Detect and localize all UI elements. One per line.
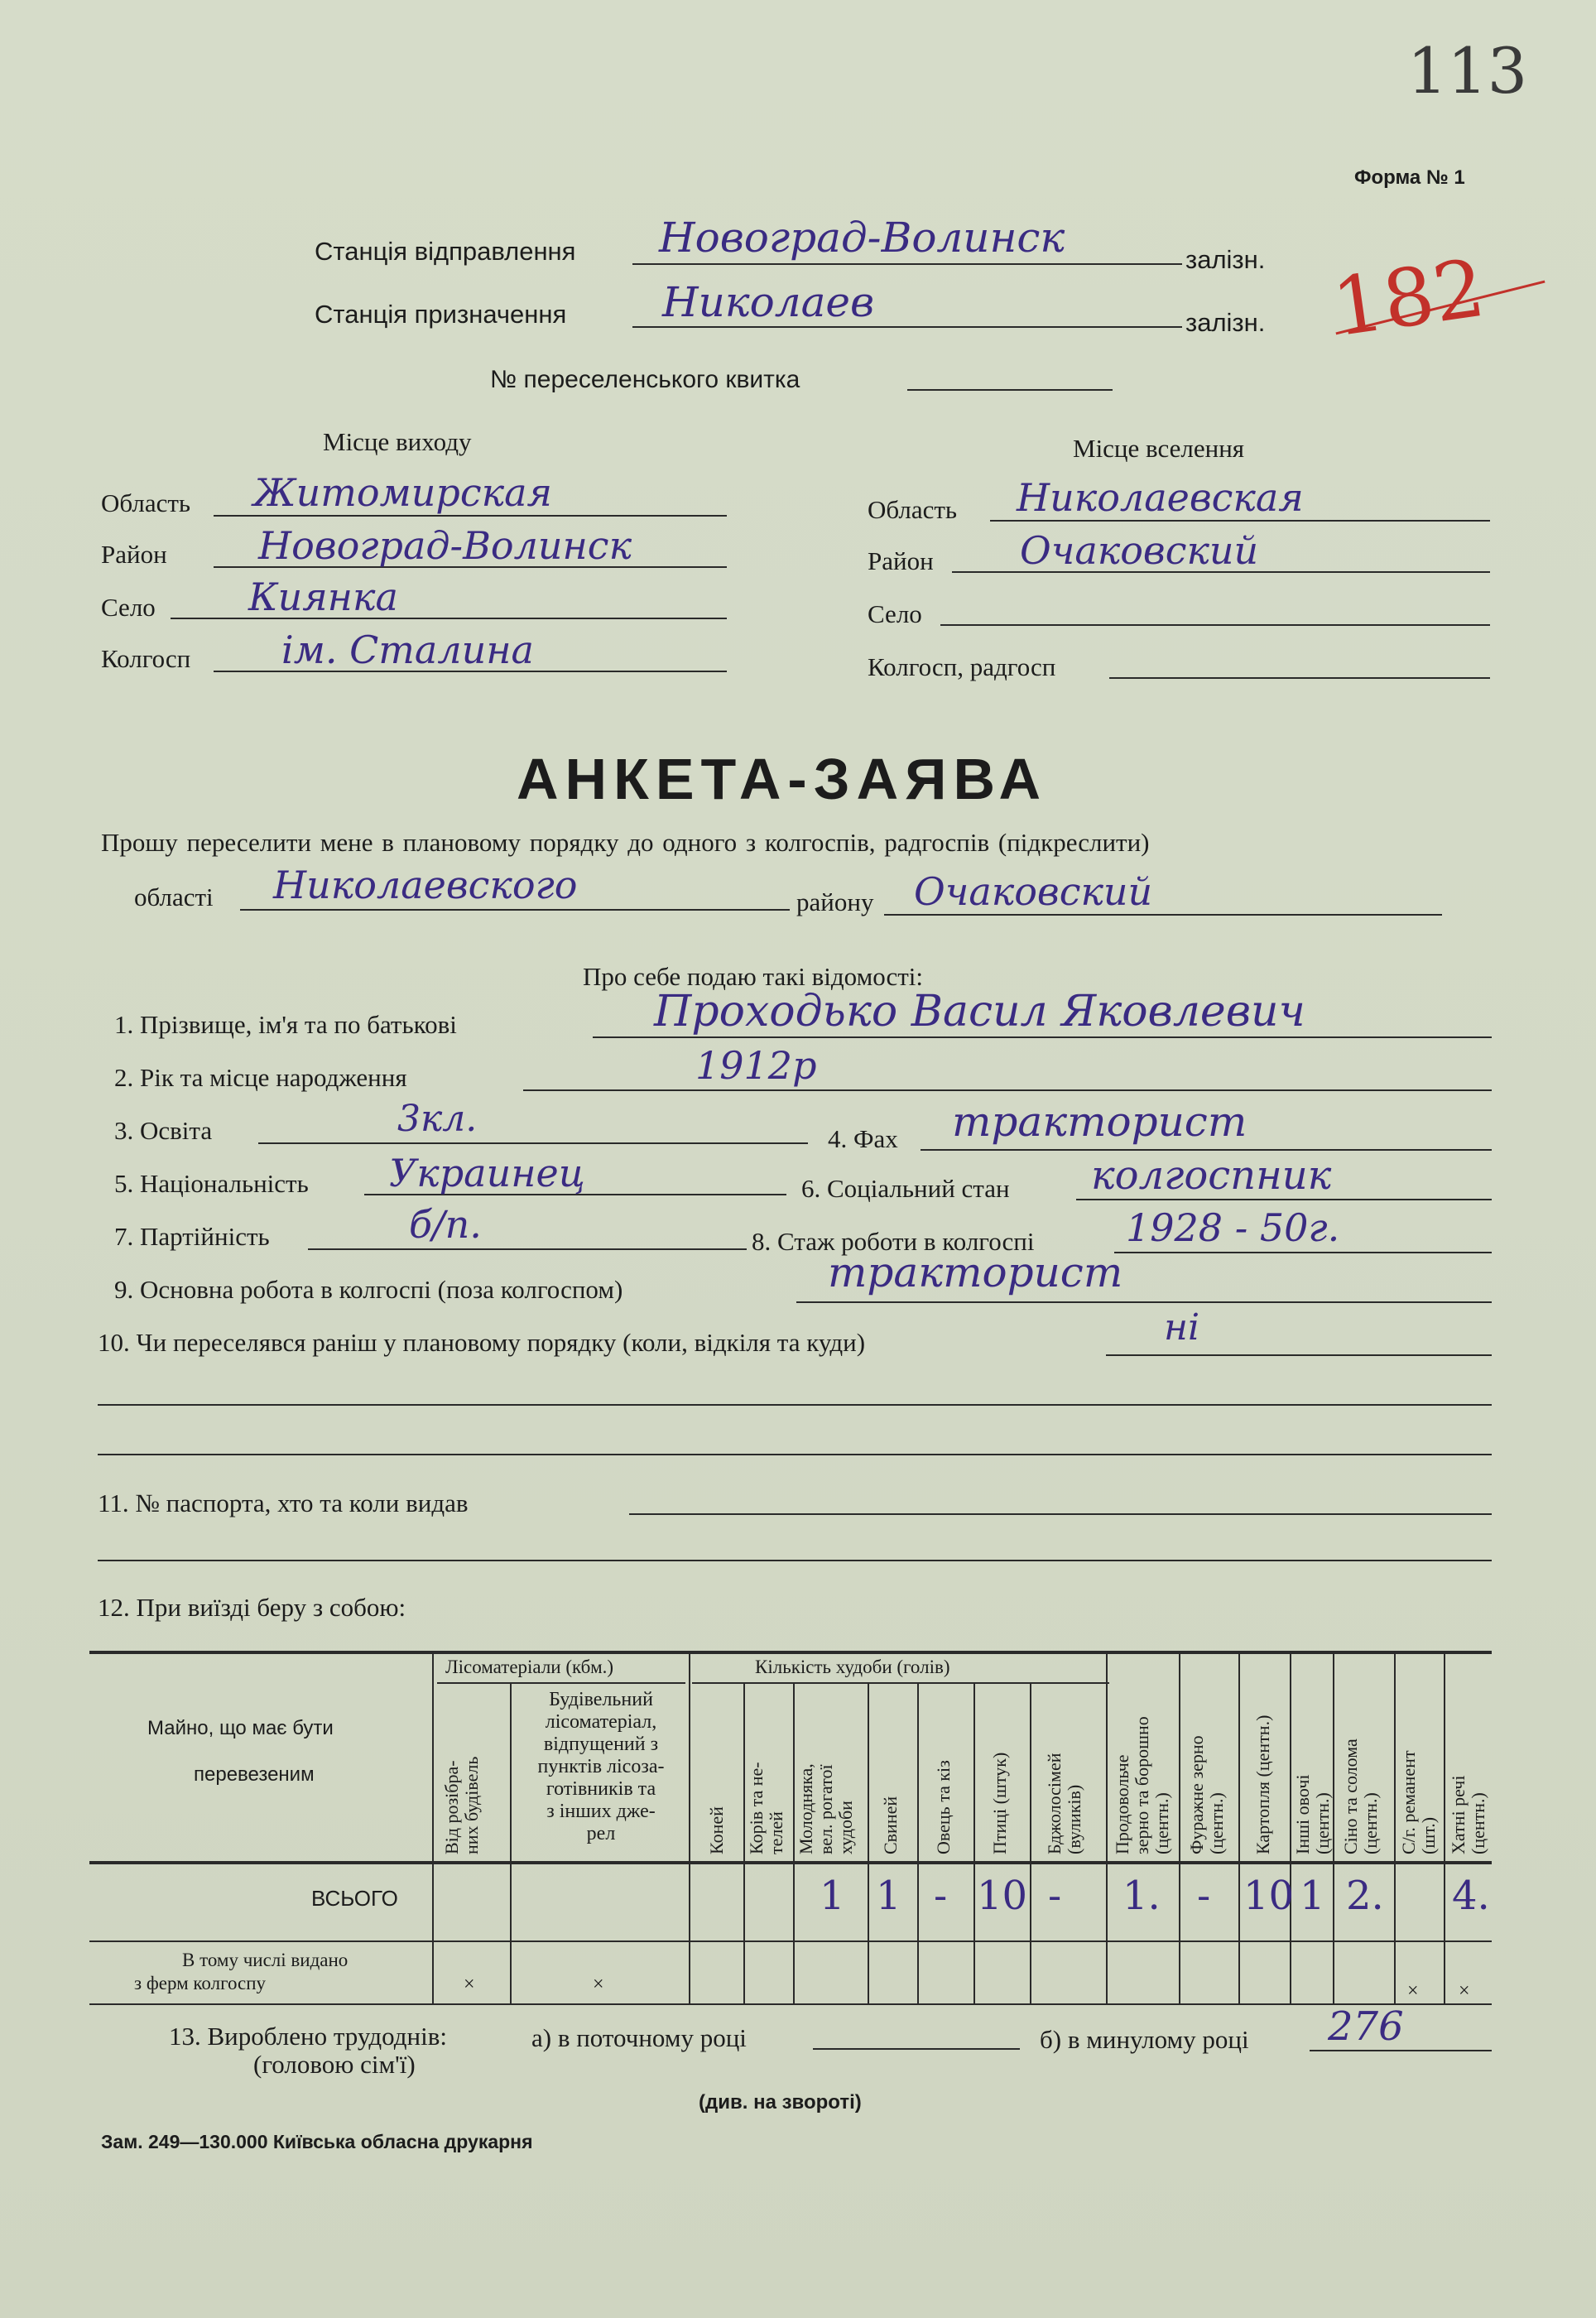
dep-station-suffix: залізн.	[1185, 245, 1266, 274]
col-young-header	[796, 1763, 856, 1854]
request-oblast-line	[240, 909, 790, 911]
item-8-value: 1928 - 50г.	[1126, 1205, 1340, 1250]
workdays-b-label: б) в минулому році	[1040, 2025, 1249, 2054]
dest-heading: Місце вселення	[1073, 434, 1245, 463]
origin-oblast-value: Житомирская	[253, 470, 552, 515]
dest-oblast-label: Область	[868, 495, 958, 524]
dest-kolhosp-line	[1109, 677, 1490, 679]
col-bees-line: (вуликів)	[1064, 1784, 1084, 1854]
col-grain-line: (центн.)	[1151, 1792, 1172, 1854]
item-1-line	[593, 1036, 1492, 1038]
col-young-line: Молодняка,	[796, 1763, 816, 1854]
intro-text: Про себе подаю такі відомості:	[583, 962, 924, 991]
request-raion-line	[884, 914, 1442, 916]
col-rule	[1290, 1651, 1291, 2003]
col-young-line: вел. рогатої	[815, 1764, 836, 1854]
col-veg-line: (центн.)	[1312, 1792, 1333, 1854]
dest-kolhosp-label: Колгосп, радгосп	[868, 652, 1056, 681]
col-rule	[689, 1651, 690, 2003]
col-rule	[1106, 1651, 1108, 2003]
col-tools-line: С/г. реманент	[1398, 1750, 1419, 1854]
row-header-line2: перевезеним	[194, 1763, 315, 1786]
col-veg-header	[1293, 1775, 1333, 1855]
dest-selo-line	[940, 624, 1490, 626]
dest-raion-value: Очаковский	[1020, 528, 1259, 573]
request-raion-label: району	[796, 887, 874, 916]
table-total-rule	[89, 1940, 1492, 1942]
table-bottom-rule	[89, 2003, 1492, 2005]
col-building-line: Будівельний	[549, 1689, 653, 1710]
col-veg-line: Інші овочі	[1292, 1774, 1313, 1854]
printer-note: Зам. 249—130.000 Київська обласна друкарня	[101, 2131, 533, 2152]
item-10-line-3	[98, 1454, 1492, 1455]
col-birds-line: Птиці (штук)	[989, 1752, 1010, 1854]
col-hay-header	[1341, 1738, 1381, 1854]
col-disassembled-line: Від розібра-	[441, 1760, 462, 1854]
dest-oblast-line	[990, 520, 1490, 522]
col-rule	[1238, 1651, 1240, 2003]
col-grain-line: зерно та борошно	[1132, 1716, 1152, 1854]
farm-row-label-2: з ферм колгоспу	[134, 1973, 267, 1993]
item-7-value: б/п.	[409, 1202, 482, 1247]
col-rule	[1333, 1651, 1334, 2003]
origin-raion-value: Новоград-Волинск	[258, 523, 632, 568]
col-sheep-header	[934, 1760, 954, 1854]
col-rule	[1179, 1651, 1180, 2003]
table-top-rule	[89, 1651, 1492, 1654]
item-7-label: 7. Партійність	[114, 1222, 270, 1251]
dep-station-value: Новоград-Волинск	[659, 214, 1065, 262]
forest-group-rule	[437, 1682, 685, 1684]
request-oblast-label: області	[134, 882, 214, 911]
dest-raion-label: Район	[868, 546, 934, 575]
corner-red-note: 182	[1327, 241, 1491, 355]
col-home-line: (центн.)	[1468, 1792, 1488, 1854]
total-bees: -	[1048, 1873, 1062, 1919]
col-tools-header	[1399, 1750, 1439, 1854]
item-3-label: 3. Освіта	[114, 1116, 213, 1145]
item-10-line-2	[98, 1404, 1492, 1406]
item-4-value: тракторист	[952, 1098, 1247, 1146]
item-9-value: тракторист	[828, 1248, 1123, 1296]
dep-station-label: Станція відправлення	[315, 237, 576, 266]
col-cows-line: Корів та не-	[746, 1762, 767, 1854]
col-rule	[793, 1682, 795, 2003]
col-rule	[510, 1682, 512, 2003]
col-disassembled-header	[442, 1757, 482, 1854]
item-9-line	[796, 1301, 1492, 1303]
col-building-line: рел	[586, 1823, 616, 1844]
ticket-label: № переселенського квитка	[490, 366, 800, 393]
farm-mark-home: ×	[1459, 1980, 1470, 2002]
item-1-value: Проходько Васил Яковлевич	[654, 987, 1305, 1036]
item-5-label: 5. Національність	[114, 1169, 309, 1198]
form-label: Форма № 1	[1354, 166, 1465, 189]
dest-selo-label: Село	[868, 599, 922, 628]
col-tools-line: (шт.)	[1418, 1816, 1439, 1854]
col-bees-line: Бджолосімей	[1044, 1753, 1065, 1854]
total-veg: 1	[1300, 1873, 1325, 1919]
item-5-value: Украинец	[389, 1151, 585, 1195]
col-hay-line: (центн.)	[1360, 1792, 1381, 1854]
dest-station-value: Николаев	[662, 278, 875, 326]
col-hay-line: Сіно та солома	[1340, 1738, 1361, 1854]
item-10-value: ні	[1164, 1306, 1200, 1349]
form-title: АНКЕТА-ЗАЯВА	[517, 747, 1048, 811]
total-sheep: -	[934, 1873, 948, 1919]
col-home-line: Хатні речі	[1448, 1775, 1469, 1854]
col-young-line: худоби	[835, 1801, 856, 1854]
farm-mark-disassembled: ×	[464, 1974, 475, 1995]
workdays-b-value: 276	[1328, 2003, 1404, 2050]
origin-selo-value: Киянка	[248, 575, 398, 619]
col-grain-line: Продовольче	[1112, 1754, 1132, 1854]
col-building-line: лісоматеріал,	[545, 1711, 657, 1733]
total-birds: 10	[977, 1873, 1028, 1919]
item-8-line	[1114, 1252, 1492, 1253]
col-grain-header	[1113, 1716, 1172, 1854]
total-hay: 2.	[1346, 1873, 1384, 1919]
dep-station-line	[632, 263, 1182, 265]
origin-oblast-line	[214, 515, 727, 517]
dest-station-suffix: залізн.	[1185, 308, 1266, 337]
item-6-line	[1076, 1199, 1492, 1200]
page-number: 113	[1407, 34, 1528, 108]
col-birds-header	[990, 1753, 1010, 1854]
origin-oblast-label: Область	[101, 488, 191, 517]
workdays-a-label: а) в поточному році	[531, 2023, 747, 2052]
see-reverse-note: (див. на звороті)	[699, 2091, 862, 2114]
col-rule	[1394, 1651, 1396, 2003]
workdays-a-line	[813, 2048, 1020, 2050]
workdays-sublabel: (головою сім'ї)	[253, 2050, 416, 2079]
total-fodder: -	[1197, 1873, 1211, 1919]
col-rule	[917, 1682, 919, 2003]
col-rule	[743, 1682, 745, 2003]
item-2-line	[523, 1089, 1492, 1091]
col-rule	[1444, 1651, 1445, 2003]
total-pigs: 1	[876, 1873, 901, 1919]
origin-kolhosp-label: Колгосп	[101, 644, 191, 673]
farm-row-label-1: В тому числі видано	[182, 1950, 349, 1970]
item-6-value: колгоспник	[1091, 1152, 1332, 1199]
col-building-line: пунктів лісоза-	[537, 1756, 665, 1777]
col-disassembled-line: них будівель	[461, 1756, 482, 1854]
col-bees-header	[1045, 1753, 1084, 1854]
item-12-label: 12. При виїзді беру з собою:	[98, 1593, 406, 1622]
item-3-value: 3кл.	[397, 1098, 478, 1140]
col-building-line: з інших дже-	[546, 1801, 656, 1822]
dest-oblast-value: Николаевская	[1017, 475, 1304, 520]
item-2-label: 2. Рік та місце народження	[114, 1063, 407, 1092]
col-rule	[1030, 1682, 1031, 2003]
col-cows-line: телей	[766, 1811, 786, 1854]
total-young: 1	[820, 1873, 845, 1919]
item-2-value: 1912р	[695, 1043, 817, 1088]
col-fodder-line: (центн.)	[1206, 1792, 1227, 1854]
request-oblast-value: Николаевского	[273, 863, 578, 907]
total-row-label: ВСЬОГО	[311, 1886, 398, 1911]
dest-station-label: Станція призначення	[315, 300, 567, 329]
ticket-line	[907, 389, 1113, 391]
total-grain: 1.	[1122, 1873, 1161, 1919]
item-6-label: 6. Соціальний стан	[801, 1174, 1010, 1203]
col-horses-line: Коней	[706, 1806, 727, 1854]
item-3-line	[258, 1142, 808, 1144]
col-sheep-line: Овець та кіз	[933, 1760, 954, 1854]
col-potato-header	[1253, 1715, 1273, 1854]
dest-station-line	[632, 326, 1182, 328]
item-11-line-2	[98, 1560, 1492, 1561]
origin-kolhosp-value: ім. Сталина	[281, 628, 534, 672]
col-cows-header	[747, 1762, 786, 1854]
cattle-group-rule	[692, 1682, 1109, 1684]
item-10-line	[1106, 1354, 1492, 1356]
table-header-rule	[89, 1861, 1492, 1864]
farm-mark-building: ×	[593, 1974, 604, 1995]
col-potato-line: Картопля (центн.)	[1252, 1714, 1273, 1854]
col-rule	[868, 1682, 869, 2003]
total-home: 4.	[1452, 1873, 1490, 1919]
col-fodder-header	[1187, 1735, 1227, 1854]
item-4-label: 4. Фах	[828, 1124, 898, 1153]
origin-selo-label: Село	[101, 593, 156, 622]
item-9-label: 9. Основна робота в колгоспі (поза колгоспом)	[114, 1275, 623, 1304]
col-home-header	[1449, 1776, 1488, 1854]
col-rule	[973, 1682, 975, 2003]
item-8-label: 8. Стаж роботи в колгоспі	[752, 1227, 1035, 1256]
item-7-line	[308, 1248, 747, 1250]
row-header-line1: Майно, що має бути	[147, 1717, 334, 1739]
col-horses-header	[707, 1806, 727, 1854]
col-pigs-header	[881, 1796, 901, 1854]
origin-heading: Місце виходу	[323, 427, 472, 456]
origin-raion-label: Район	[101, 540, 167, 569]
col-pigs-line: Свиней	[880, 1796, 901, 1854]
col-building-header	[515, 1689, 687, 1845]
item-10-label: 10. Чи переселявся раніш у плановому порядку (коли, відкіля та куди)	[98, 1328, 866, 1357]
workdays-b-line	[1310, 2050, 1492, 2051]
item-11-line	[629, 1513, 1492, 1515]
request-raion-value: Очаковский	[914, 869, 1153, 914]
item-11-label: 11. № паспорта, хто та коли видав	[98, 1488, 469, 1517]
farm-mark-tools: ×	[1407, 1980, 1419, 2002]
workdays-label: 13. Вироблено трудоднів:	[169, 2022, 448, 2051]
cattle-group-header: Кількість худоби (голів)	[755, 1657, 950, 1677]
request-text: Прошу переселити мене в плановому порядку до одного з колгоспів, радгоспів (підкреслити)	[101, 828, 1150, 857]
item-1-label: 1. Прізвище, ім'я та по батькові	[114, 1010, 457, 1039]
forest-group-header: Лісоматеріали (кбм.)	[445, 1657, 614, 1677]
col-rule	[432, 1651, 434, 2003]
col-fodder-line: Фуражне зерно	[1186, 1735, 1207, 1854]
col-building-line: готівників та	[546, 1778, 656, 1800]
total-potato: 10	[1243, 1873, 1295, 1919]
item-4-line	[921, 1149, 1492, 1151]
col-building-line: відпущений з	[543, 1734, 659, 1755]
